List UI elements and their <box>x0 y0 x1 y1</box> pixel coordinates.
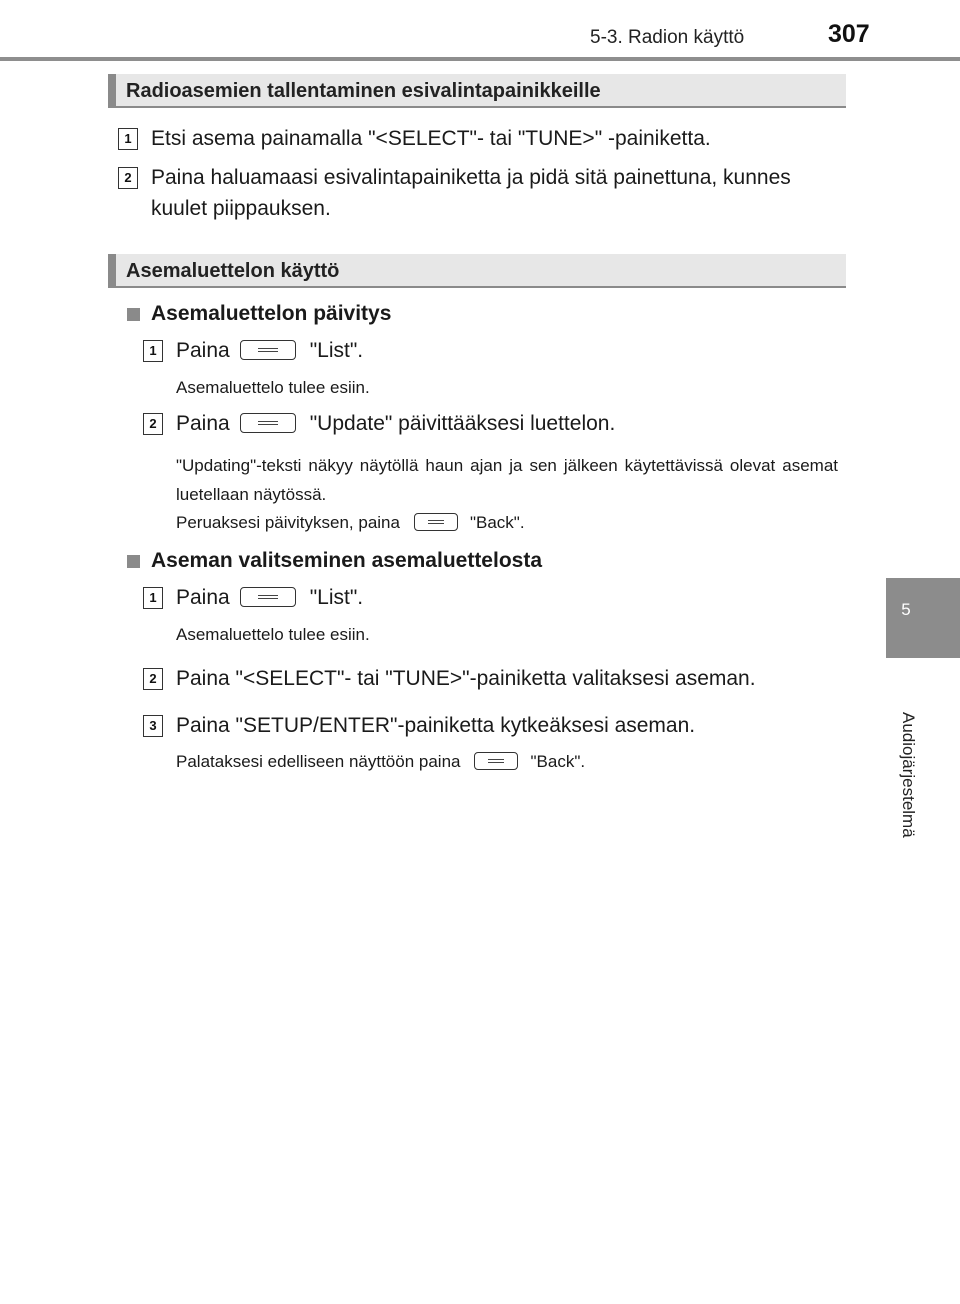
step-text-after: "List". <box>309 339 364 362</box>
step-badge: 3 <box>143 715 163 737</box>
steering-switch-button-icon <box>240 587 296 607</box>
step-text <box>176 412 615 436</box>
step-text <box>176 339 363 363</box>
subsection-title: Aseman valitseminen asemaluettelosta <box>151 549 543 572</box>
step-text-before: Paina <box>176 412 230 435</box>
step-note: Asemaluettelo tulee esiin. <box>176 378 370 397</box>
step-text-before: Paina <box>176 339 230 362</box>
note-text-before: Palataksesi edelliseen näyttöön paina <box>176 752 461 771</box>
step-text-after: "Update" päivittääksesi luettelon. <box>309 412 616 435</box>
step-badge: 1 <box>118 128 138 150</box>
step-text: Etsi asema painamalla "<SELECT"- tai "TUNE>" -painiketta. <box>151 127 711 150</box>
section-title: Asemaluettelon käyttö <box>126 260 340 282</box>
header-rule <box>0 57 960 61</box>
step-note: "Updating"-teksti näkyy näytöllä haun ajan ja sen jälkeen käytettävissä olevat asemat luetellaan näytössä. <box>176 456 838 504</box>
square-bullet-icon <box>127 308 140 321</box>
step-note <box>176 513 525 533</box>
section-header-station-list <box>108 254 846 288</box>
step-badge: 2 <box>118 167 138 189</box>
step-note: Asemaluettelo tulee esiin. <box>176 625 370 644</box>
step-badge: 1 <box>143 340 163 362</box>
side-tab-number: 5 <box>901 600 911 619</box>
step-text <box>176 586 363 610</box>
steering-switch-button-icon <box>240 413 296 433</box>
chapter-title: 5-3. Radion käyttö <box>590 27 745 48</box>
square-bullet-icon <box>127 555 140 568</box>
steering-switch-button-icon <box>474 752 518 770</box>
section-header-presets <box>108 74 846 108</box>
step-text: Paina "<SELECT"- tai "TUNE>"-painiketta valitaksesi aseman. <box>176 667 756 690</box>
step-badge: 1 <box>143 587 163 609</box>
section-title: Radioasemien tallentaminen esivalintapainikkeille <box>126 80 601 102</box>
note-text-after: "Back". <box>469 513 525 532</box>
step-text: Paina haluamaasi esivalintapainiketta ja pidä sitä painettuna, kunnes <box>151 166 791 189</box>
step-note <box>176 752 585 772</box>
steering-switch-button-icon <box>240 340 296 360</box>
steering-switch-button-icon <box>414 513 458 531</box>
step-text-after: "List". <box>309 586 364 609</box>
note-text-after: "Back". <box>530 752 586 771</box>
note-text-before: Peruaksesi päivityksen, paina <box>176 513 400 532</box>
step-text-before: Paina <box>176 586 230 609</box>
subsection-title: Asemaluettelon päivitys <box>151 302 392 325</box>
page-number: 307 <box>828 20 870 48</box>
side-tab-label: Audiojärjestelmä <box>899 712 918 838</box>
step-badge: 2 <box>143 413 163 435</box>
step-badge: 2 <box>143 668 163 690</box>
step-text: Paina "SETUP/ENTER"-painiketta kytkeäksesi aseman. <box>176 714 696 737</box>
step-text: kuulet piippauksen. <box>151 197 331 220</box>
